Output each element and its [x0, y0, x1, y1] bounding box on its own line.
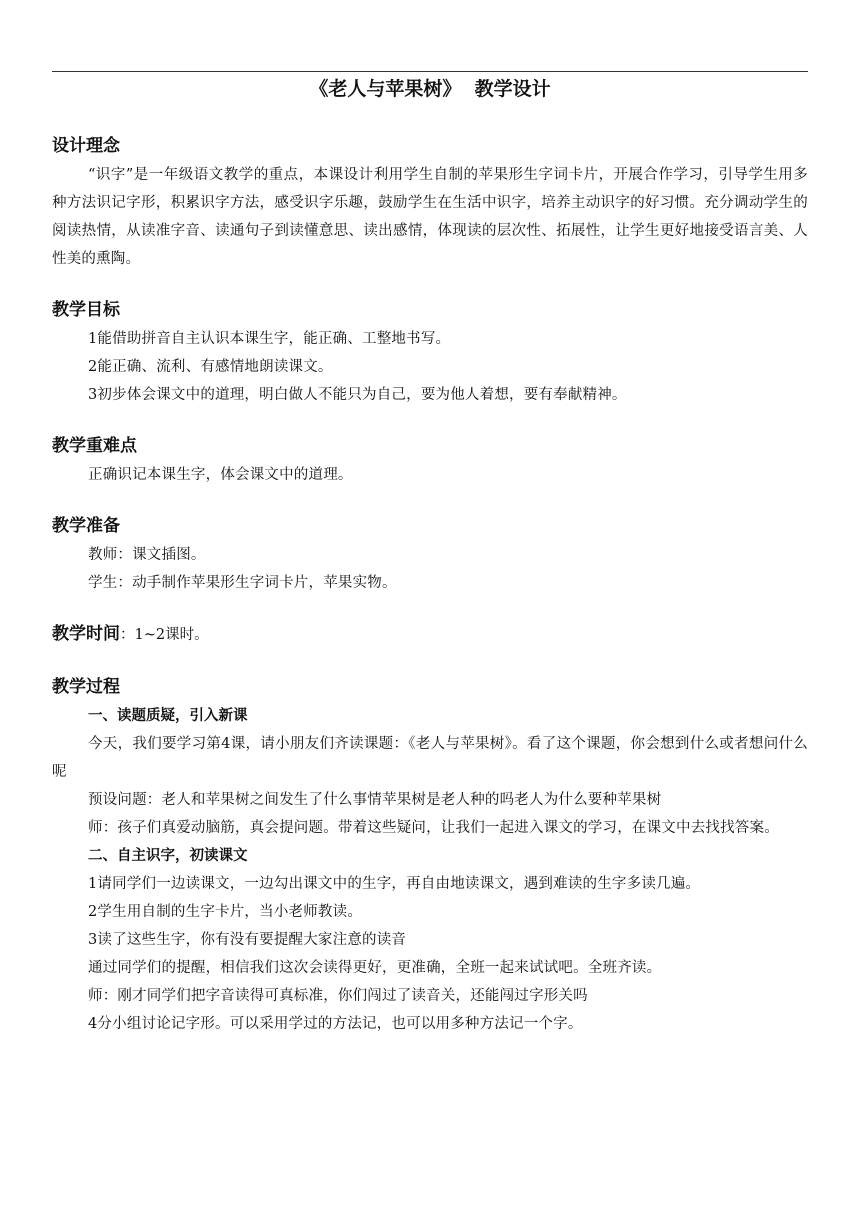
list-item: 学生：动手制作苹果形生字词卡片，苹果实物。 [88, 575, 397, 591]
paragraph: 4分小组讨论记字形。可以采用学过的方法记，也可以用多种方法记一个字。 [88, 1016, 583, 1032]
paragraph: 通过同学们的提醒，相信我们这次会读得更好，更准确，全班一起来试试吧。全班齐读。 [88, 960, 662, 976]
section-heading: 教学过程 [52, 677, 120, 697]
paragraph: 1请同学们一边读课文，一边勾出课文中的生字，再自由地读课文，遇到难读的生字多读几遍。 [88, 876, 701, 892]
document-body [52, 131, 808, 1038]
section-key-points [52, 431, 808, 489]
paragraph: 正确识记本课生字，体会课文中的道理。 [88, 467, 353, 483]
header-rule [52, 71, 808, 72]
section-heading: 教学时间 [52, 624, 120, 644]
paragraph: 3读了这些生字，你有没有要提醒大家注意的读音 [88, 932, 407, 948]
paragraph: 2学生用自制的生字卡片，当小老师教读。 [88, 904, 363, 920]
paragraph: “识字”是一年级语文教学的重点，本课设计利用学生自制的苹果形生字词卡片，开展合作学习，引导学生用多种方法识记字形，积累识字方法，感受识字乐趣，鼓励学生在生活中识字，培养主动识字的好习惯。充分调动学生的阅读热情，从读准字音、读通句子到读懂意思、读出感情，体现读的层次性、拓展性，让学生更好地接受语言美、人性美的熏陶。 [52, 167, 808, 267]
section-time [52, 619, 808, 650]
section-heading: 教学重难点 [52, 436, 137, 456]
list-item: 3初步体会课文中的道理，明白做人不能只为自己，要为他人着想，要有奉献精神。 [88, 387, 627, 403]
document-title: 《老人与苹果树》 教学设计 [309, 78, 551, 100]
paragraph: 预设问题：老人和苹果树之间发生了什么事情苹果树是老人种的吗老人为什么要种苹果树 [88, 792, 662, 808]
section-concept [52, 131, 808, 273]
list-item: 2能正确、流利、有感情地朗读课文。 [88, 359, 333, 375]
subsection-heading: 一、读题质疑，引入新课 [88, 708, 248, 724]
list-item: 教师：课文插图。 [88, 547, 206, 563]
section-heading: 教学目标 [52, 300, 120, 320]
section-preparation [52, 511, 808, 597]
list-item: 1能借助拼音自主认识本课生字，能正确、工整地书写。 [88, 331, 451, 347]
paragraph: 今天，我们要学习第4课，请小朋友们齐读课题：《老人与苹果树》。看了这个课题，你会想到什么或者想问什么呢 [52, 736, 808, 780]
paragraph: 师：刚才同学们把字音读得可真标准，你们闯过了读音关，还能闯过字形关吗 [88, 988, 588, 1004]
section-process [52, 672, 808, 1038]
time-value: ：1~2课时。 [120, 627, 209, 643]
paragraph: 师：孩子们真爱动脑筋，真会提问题。带着这些疑问，让我们一起进入课文的学习，在课文中去找找答案。 [88, 820, 779, 836]
section-heading: 设计理念 [52, 136, 120, 156]
subsection-heading: 二、自主识字，初读课文 [88, 848, 248, 864]
section-goals [52, 295, 808, 409]
section-heading: 教学准备 [52, 516, 120, 536]
